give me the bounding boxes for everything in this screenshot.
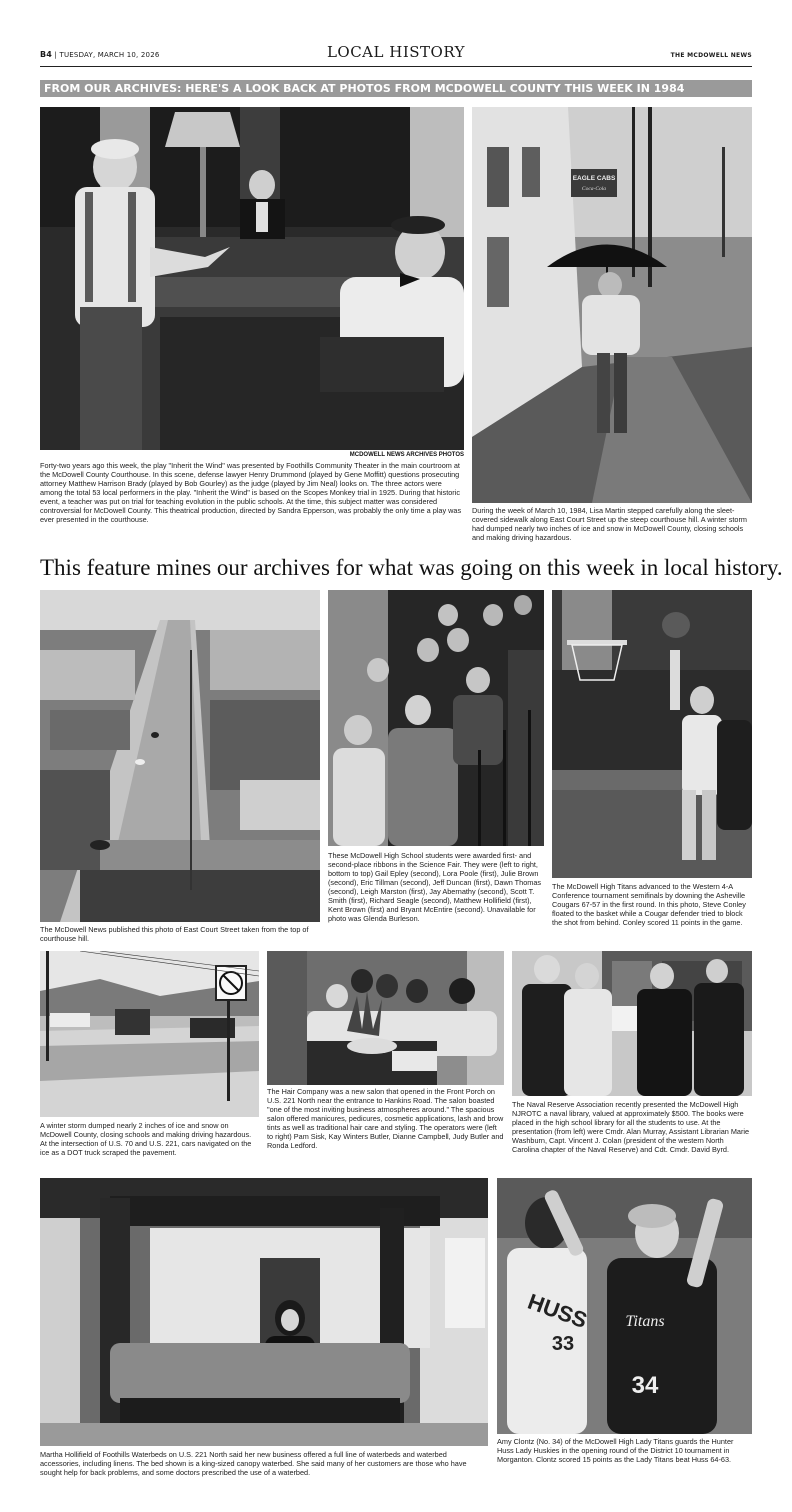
section-title: LOCAL HISTORY (326, 43, 466, 61)
science-fair-students-caption: These McDowell High School students were awarded first- and second-place ribbons in the Science Fair. They were (left to right, bottom to top) Gail Epley (second), Lora Poole (first), Julie Brown (second), Eric Tillman (second), Jeff Duncan (first), Dawn Thomas (second), Leigh Marston (first), Jay Abernathy (second), Scott T. Smith (first), Richard Seagle (second), Matthew Hollifield (first), Kent Brown (first) and Bryant McEntire (second). Unavailable for photo was Glenda Burleson. (328, 851, 542, 923)
jersey-huss-number: 33 (551, 1333, 575, 1355)
lady-titans-basketball-photo (497, 1178, 752, 1434)
naval-library-presentation-photo (512, 951, 752, 1096)
dateline-separator: | (54, 51, 60, 59)
science-fair-students-photo (328, 590, 544, 846)
hair-company-salon-photo (267, 951, 504, 1085)
hair-company-salon-caption: The Hair Company was a new salon that opened in the Front Porch on U.S. 221 North near the entrance to Hankins Road. The salon boasted "one of the most inviting business atmospheres around." The spacious salon offered manicures, pedicures, cosmetic applications, lash and brow tints as well as traditional hair care and styling. The operators were (left to right) Pam Sisk, Kay Winters Butler, Dianne Campbell, Judy Butler and Ronda Ledford. (267, 1087, 504, 1150)
header-rule (40, 66, 752, 67)
jersey-titans-number: 34 (631, 1372, 659, 1399)
umbrella-sidewalk-caption: During the week of March 10, 1984, Lisa Martin stepped carefully along the sleet-covered sidewalk along East Court Street up the steep courthouse hill. A winter storm had dumped nearly two inches of ice and snow in McDowell County, closing schools and making driving hazardous. (472, 506, 747, 542)
winter-storm-intersection-caption: A winter storm dumped nearly 2 inches of ice and snow on McDowell County, closing schools and making driving hazardous. At the intersection of U.S. 70 and U.S. 221, cars navigated on the ice as a DOT truck scraped the pavement. (40, 1121, 252, 1157)
page-number: B4 (40, 50, 53, 59)
store-sign-text: EAGLE CABS (572, 175, 616, 182)
canopy-waterbed-caption: Martha Hollifield of Foothills Waterbeds on U.S. 221 North said her new business offered a full line of waterbeds and waterbed accessories, including linens. The bed shown is a king-sized canopy waterbed. She said many of her customers are those who have sought help for back problems, and some doctors prescribed the use of a waterbed. (40, 1450, 467, 1477)
archives-banner: FROM OUR ARCHIVES: HERE'S A LOOK BACK AT PHOTOS FROM MCDOWELL COUNTY THIS WEEK IN 1984 (40, 80, 752, 97)
canopy-waterbed-photo (40, 1178, 488, 1446)
jersey-huss-text: HUSS (524, 1288, 591, 1334)
courtroom-play-caption: Forty-two years ago this week, the play "Inherit the Wind" was presented by Foothills Community Theater in the main courtroom at the McDowell County Courthouse. In this scene, defense lawyer Henry Drummond (played by Gene Moffitt) questions prosecuting attorney Matthew Harrison Brady (played by Bob Gourley) as the judge (played by Jim Neal) looks on. The three actors were among the total 53 local performers in the play. "Inherit the Wind" is based on the Scopes Monkey trial in 1925. During that historic event, a teacher was put on trial for teaching evolution in the public schools. At the time, this subject matter was considered controversial for McDowell County. This theatrical production, directed by Sandra Epperson, was probably the only time a play was ever presented in the courthouse. (40, 461, 462, 524)
winter-storm-intersection-photo (40, 951, 259, 1117)
feature-headline: This feature mines our archives for what was going on this week in local history. (40, 555, 783, 580)
titans-basketball-caption: The McDowell High Titans advanced to the Western 4-A Conference tournament semifinals by downing the Asheville Cougars 67-57 in the first round. In this photo, Steve Conley floated to the basket while a Cougar defender tried to block the shot from behind. Conley scored 11 points in the game. (552, 882, 746, 927)
page-date: TUESDAY, MARCH 10, 2026 (59, 51, 160, 59)
lady-titans-basketball-caption: Amy Clontz (No. 34) of the McDowell High Lady Titans guards the Hunter Huss Lady Huskies in the opening round of the District 10 tournament in Morganton. Clontz scored 15 points as the Lady Titans beat Huss 64-63. (497, 1437, 734, 1464)
newspaper-name: THE MCDOWELL NEWS (670, 52, 752, 59)
jersey-titans-text: Titans (625, 1313, 665, 1330)
naval-library-presentation-caption: The Naval Reserve Association recently presented the McDowell High NJROTC a naval library, valued at approximately $500. The books were placed in the high school library for all the students to use. At the presentation (from left) were Cmdr. Alan Murray, Assistant Librarian Marie Washburn, Capt. Vincent J. Colan (president of the western North Carolina chapter of the Naval Reserve) and Cdt. Cmdr. David Byrd. (512, 1100, 750, 1154)
titans-basketball-photo (552, 590, 752, 878)
photo-credit: MCDOWELL NEWS ARCHIVES PHOTOS (349, 452, 464, 458)
umbrella-sidewalk-photo (472, 107, 752, 503)
courtroom-play-photo (40, 107, 464, 450)
store-sign-sub: Coca-Cola (581, 186, 607, 192)
east-court-street-caption: The McDowell News published this photo of East Court Street taken from the top of courthouse hill. (40, 925, 309, 943)
east-court-street-photo (40, 590, 320, 922)
